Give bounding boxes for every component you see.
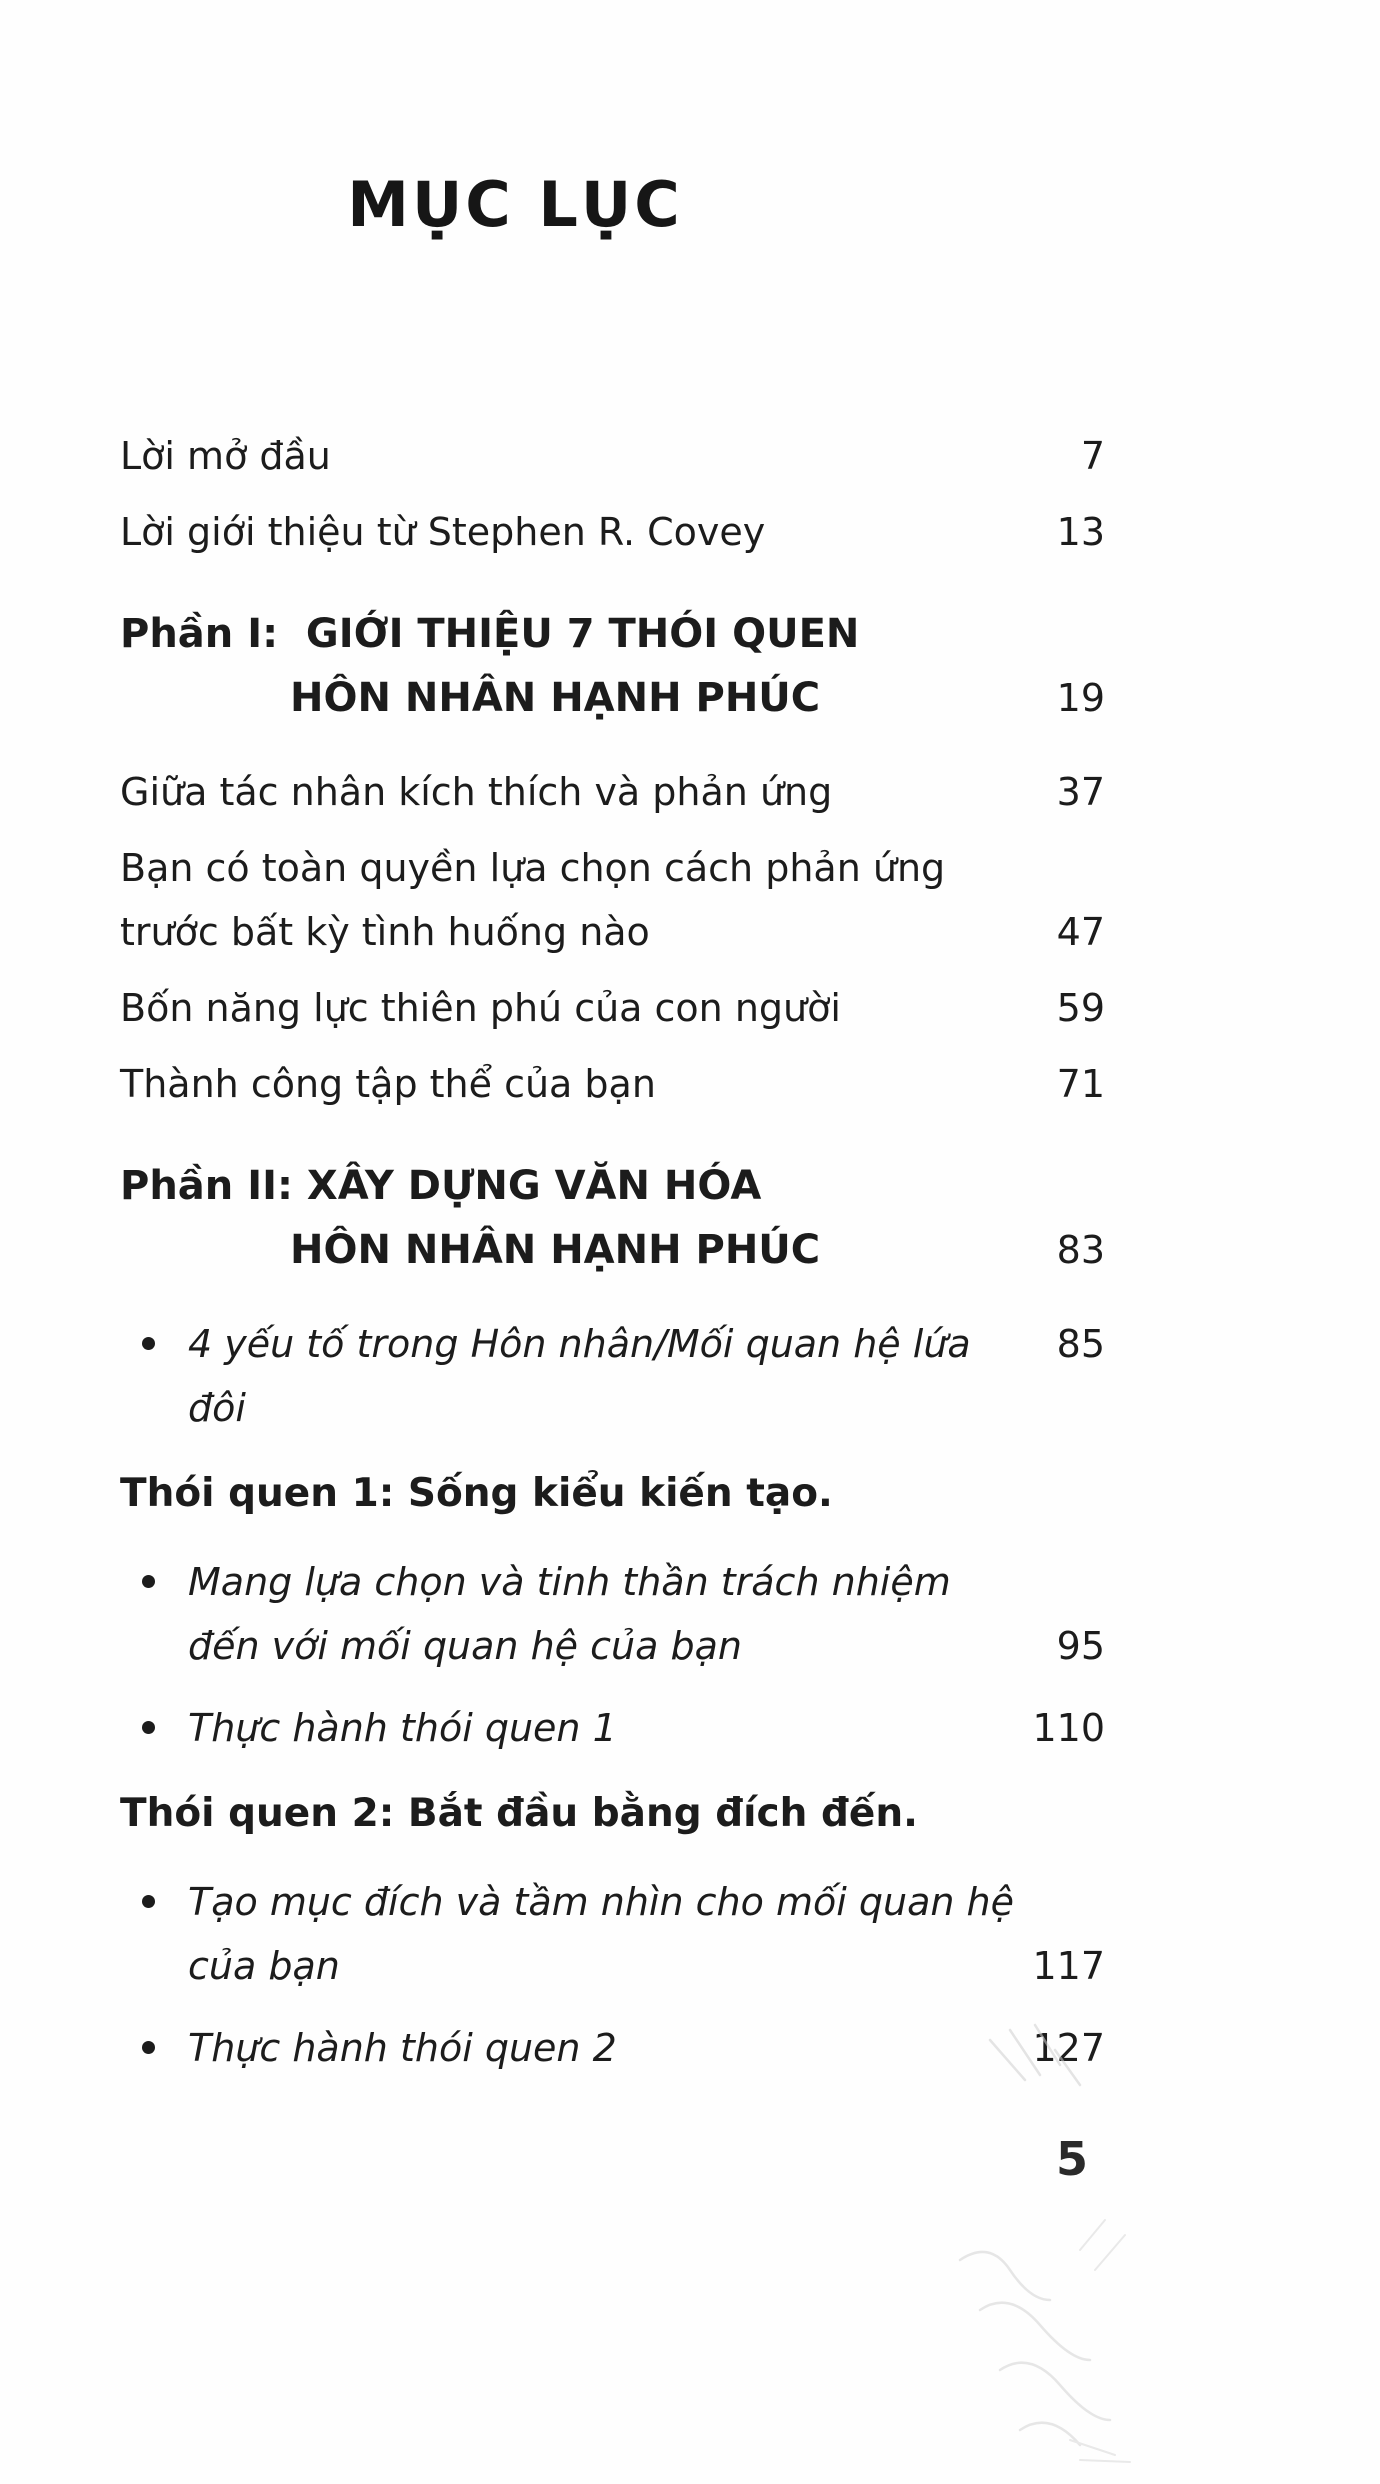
toc-entry [120,976,1105,1040]
folio-page-number: 5 [1055,2132,1088,2186]
toc-line [120,1614,1105,1678]
toc-entry-text: 4 yếu tố trong Hôn nhân/Mối quan hệ lứa đôi [188,1322,983,1430]
toc-page-number: 127 [1032,2026,1105,2070]
toc-page-number: 13 [1056,510,1105,554]
toc-entry-text: Bạn có toàn quyền lựa chọn cách phản ứng [120,846,946,890]
toc-entry [120,1782,1105,1846]
toc-entry-text: Phần II: XÂY DỰNG VĂN HÓA [120,1163,762,1209]
toc-line [120,1218,1105,1282]
toc-line [120,900,1105,964]
toc-entry-text: Bốn năng lực thiên phú của con người [120,986,841,1030]
toc-line [120,1154,1105,1218]
toc-line [120,1934,1105,1998]
toc-entry-text: HÔN NHÂN HẠNH PHÚC [290,1227,821,1273]
toc-page-number: 83 [1056,1228,1105,1272]
toc-entry-text: Thành công tập thể của bạn [120,1062,656,1106]
toc-line [120,1870,1105,1934]
toc-line [120,836,1105,900]
toc-line [120,976,1105,1040]
toc-page-number: 59 [1056,986,1105,1030]
toc-page-number: 95 [1056,1624,1105,1668]
toc-line [120,1782,1105,1846]
toc-entry-text: Lời mở đầu [120,434,331,478]
toc-entry-text: đến với mối quan hệ của bạn [188,1624,742,1668]
toc-page-number: 85 [1056,1322,1105,1366]
toc-line [120,602,1105,666]
toc-line [120,1052,1105,1116]
toc-page-number: 19 [1056,676,1105,720]
toc-entry-text: Lời giới thiệu từ Stephen R. Covey [120,510,766,554]
toc-entry [120,1550,1105,1678]
toc-entry-text: HÔN NHÂN HẠNH PHÚC [290,675,821,721]
toc-entry-text: Tạo mục đích và tầm nhìn cho mối quan hệ [188,1880,1014,1924]
toc-page-number: 47 [1056,910,1105,954]
toc-entry-text: Thói quen 2: Bắt đầu bằng đích đến. [120,1791,918,1836]
page-title: MỤC LỤC [347,168,683,241]
toc-line [120,760,1105,824]
toc-line [120,1696,1105,1760]
bullet-icon [142,1721,155,1734]
toc-page-number: 110 [1032,1706,1105,1750]
toc-entry-text: Mang lựa chọn và tinh thần trách nhiệm [188,1560,951,1604]
toc-entry [120,2016,1105,2080]
toc-entry-text: trước bất kỳ tình huống nào [120,910,650,954]
toc-page-number: 71 [1056,1062,1105,1106]
toc-entry [120,500,1105,564]
toc-entry [120,1462,1105,1526]
toc-line [120,1312,1105,1440]
toc-entry-text: Phần I: GIỚI THIỆU 7 THÓI QUEN [120,611,860,657]
toc-entry [120,1154,1105,1282]
toc-entry [120,1312,1105,1440]
toc-entry-text: của bạn [188,1944,340,1988]
toc-entry-text: Thói quen 1: Sống kiểu kiến tạo. [120,1471,833,1516]
toc-entry [120,1696,1105,1760]
toc-line [120,500,1105,564]
toc-entry-text: Giữa tác nhân kích thích và phản ứng [120,770,833,814]
toc-page-number: 37 [1056,770,1105,814]
toc-entry [120,1870,1105,1998]
bullet-icon [142,2041,155,2054]
toc-entry [120,1052,1105,1116]
toc-entry [120,760,1105,824]
toc-entry [120,836,1105,964]
toc-entry-text: Thực hành thói quen 1 [188,1706,617,1750]
toc-line [120,424,1105,488]
toc-list [120,424,1105,2098]
toc-line [120,2016,1105,2080]
toc-line [120,1550,1105,1614]
toc-entry-text: Thực hành thói quen 2 [188,2026,617,2070]
toc-line [120,666,1105,730]
toc-page-number: 7 [1080,434,1105,478]
bullet-icon [142,1575,155,1588]
toc-page-number: 117 [1032,1944,1105,1988]
toc-line [120,1462,1105,1526]
toc-entry [120,602,1105,730]
toc-entry [120,424,1105,488]
bullet-icon [142,1895,155,1908]
bullet-icon [142,1337,155,1350]
